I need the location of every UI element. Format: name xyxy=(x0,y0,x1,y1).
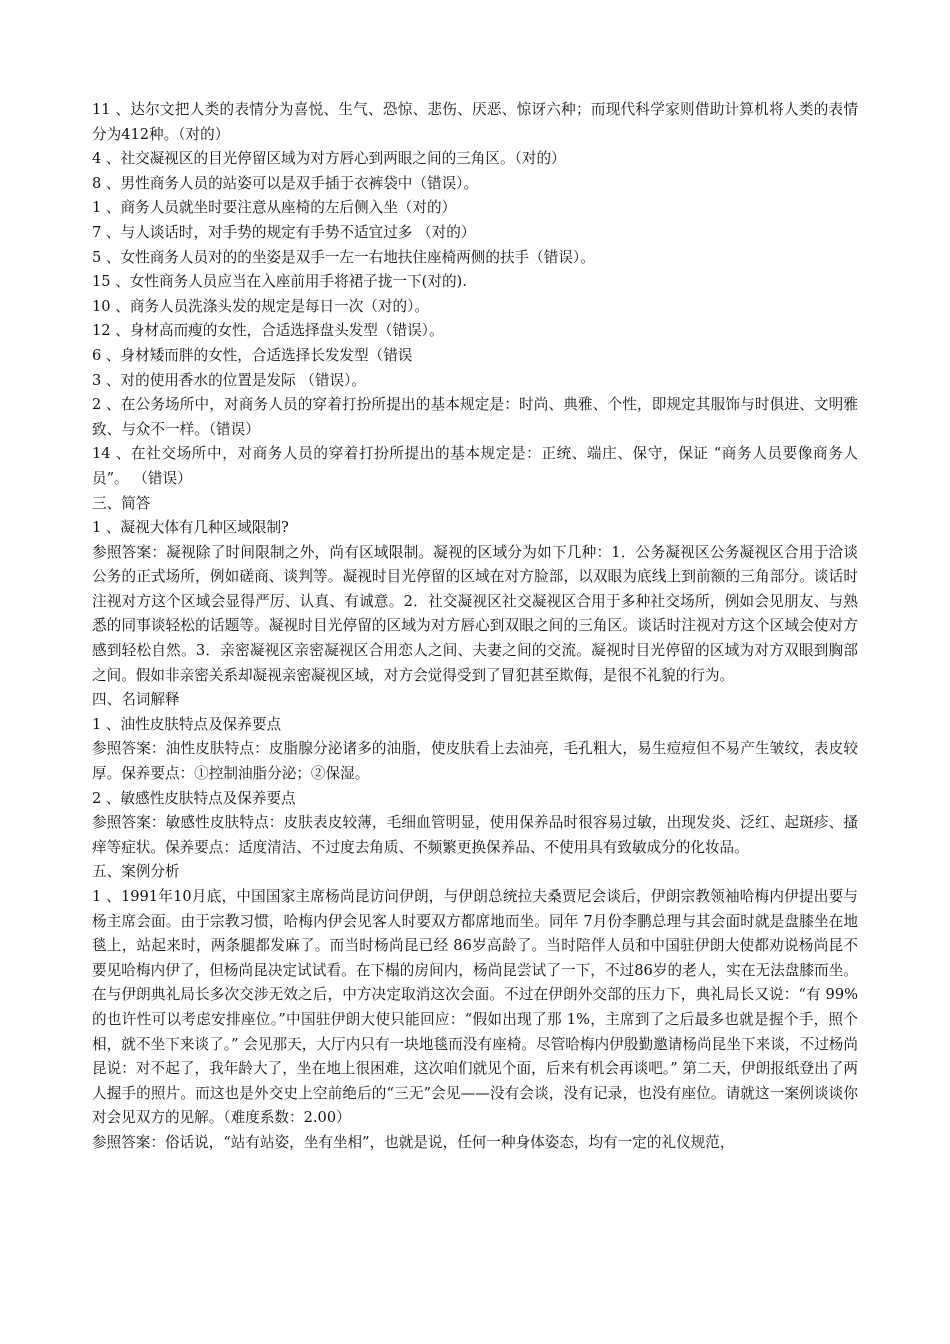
paragraph-q14: 14 、在社交场所中，对商务人员的穿着打扮所提出的基本规定是：正统、端庄、保守，保证 “商务人员要像商务人员”。 （错误） xyxy=(92,445,858,487)
paragraph-q15: 15 、女性商务人员应当在入座前用手将裙子拢一下(对的). xyxy=(92,273,467,291)
term-answer-1: 参照答案：油性皮肤特点：皮脂腺分泌诸多的油脂，使皮肤看上去油亮，毛孔粗大，易生痘痘但不易产生皱纹，表皮较厚。保养要点：①控制油脂分泌；②保湿。 xyxy=(92,740,858,783)
paragraph-q3: 3 、对的使用香水的位置是发际 （错误）。 xyxy=(92,371,366,389)
paragraph-q10: 10 、商务人员洗涤头发的规定是每日一次（对的）。 xyxy=(92,297,429,315)
paragraph-q4: 4 、社交凝视区的目光停留区域为对方唇心到两眼之间的三角区。（对的） xyxy=(92,150,566,168)
section-heading-short-answer: 三、简答 xyxy=(92,494,151,512)
section-heading-case: 五、案例分析 xyxy=(92,863,180,881)
case-answer-1: 参照答案：俗话说，“站有站姿，坐有坐相”，也就是说，任何一种身体姿态，均有一定的礼仪规范， xyxy=(92,1133,735,1151)
short-answer-question: 1 、凝视大体有几种区域限制? xyxy=(92,519,289,537)
paragraph-q8: 8 、男性商务人员的站姿可以是双手插于衣裤袋中（错误）。 xyxy=(92,174,479,192)
section-heading-terms: 四、名词解释 xyxy=(92,691,180,709)
term-answer-2: 参照答案：敏感性皮肤特点：皮肤表皮较薄，毛细血管明显，使用保养品时很容易过敏，出现发炎、泛红、起斑疹、搔痒等症状。保养要点：适度清洁、不过度去角质、不频繁更换保养品、不使用具有致敏成分的化妆品。 xyxy=(92,814,858,856)
paragraph-q12: 12 、身材高而瘦的女性，合适选择盘头发型（错误）。 xyxy=(92,322,444,340)
paragraph-q11: 11 、达尔文把人类的表情分为喜悦、生气、恐惊、悲伤、厌恶、惊讶六种；而现代科学家则借助计算机将人类的表情分为412种。（对的） xyxy=(92,101,858,143)
paragraph-q1: 1 、商务人员就坐时要注意从座椅的左后侧入坐（对的） xyxy=(92,199,457,217)
case-question-1: 1 、1991年10月底，中国国家主席杨尚昆访问伊朗，与伊朗总统拉夫桑贾尼会谈后，伊朗宗教领袖哈梅内伊提出要与杨主席会面。由于宗教习惯，哈梅内伊会见客人时要双方都席地而坐。同年 7月份李鹏总理与其会面时就是盘膝坐在地毯上，站起来时，两条腿都发麻了。而当时杨尚昆已经 86岁高龄了。当时陪伴人员和中国驻伊朗大使都劝说杨尚昆不要见哈梅内伊了，但杨尚昆决定试试看。在下榻的房间内，杨尚昆尝试了一下，不过86岁的老人，实在无法盘膝而坐。在与伊朗典礼局长多次交涉无效之后，中方决定取消这次会面。不过在伊朗外交部的压力下，典礼局长又说：“有 99%的也许性可以考虑安排座位。”中国驻伊朗大使只能回应：“假如出现了那 1%，主席到了之后最多也就是握个手，照个相，就不坐下来谈了。” 会见那天，大厅内只有一块地毯而没有座椅。尽管哈梅内伊殷勤邀请杨尚昆坐下来谈，不过杨尚昆说：对不起了，我年龄大了，坐在地上很困难，这次咱们就见个面，后来有机会再谈吧。” 第二天，伊朗报纸登出了两人握手的照片。而这也是外交史上空前绝后的“三无”会见——没有会谈，没有记录，也没有座位。请就这一案例谈谈你对会见双方的见解。（难度系数：2.00） xyxy=(92,888,858,1127)
paragraph-q6: 6 、身材矮而胖的女性，合适选择长发发型（错误 xyxy=(92,346,413,364)
paragraph-q5: 5 、女性商务人员对的的坐姿是双手一左一右地扶住座椅两侧的扶手（错误）。 xyxy=(92,248,595,266)
paragraph-q2: 2 、在公务场所中，对商务人员的穿着打扮所提出的基本规定是：时尚、典雅、个性，即规定其服饰与时俱进、文明雅致、与众不一样。（错误） xyxy=(92,396,858,438)
term-question-1: 1 、油性皮肤特点及保养要点 xyxy=(92,715,282,733)
short-answer-reference: 参照答案：凝视除了时间限制之外，尚有区域限制。凝视的区域分为如下几种：1．公务凝视区公务凝视区合用于洽谈公务的正式场所，例如磋商、谈判等。凝视时目光停留的区域在对方脸部，以双眼为底线上到前额的三角部分。谈话时注视对方这个区域会显得严厉、认真、有诚意。2．社交凝视区社交凝视区合用于多种社交场所，例如会见朋友、与熟悉的同事谈轻松的话题等。凝视时目光停留的区域为对方唇心到双眼之间的三角区。谈话时注视对方这个区域会使对方感到轻松自然。3．亲密凝视区亲密凝视区合用恋人之间、夫妻之间的交流。凝视时目光停留的区域为对方双眼到胸部之间。假如非亲密关系却凝视亲密凝视区域，对方会觉得受到了冒犯甚至欺侮，是很不礼貌的行为。 xyxy=(92,543,858,684)
term-question-2: 2 、敏感性皮肤特点及保养要点 xyxy=(92,789,296,807)
paragraph-q7: 7 、与人谈话时，对手势的规定有手势不适宜过多 （对的） xyxy=(92,223,476,241)
